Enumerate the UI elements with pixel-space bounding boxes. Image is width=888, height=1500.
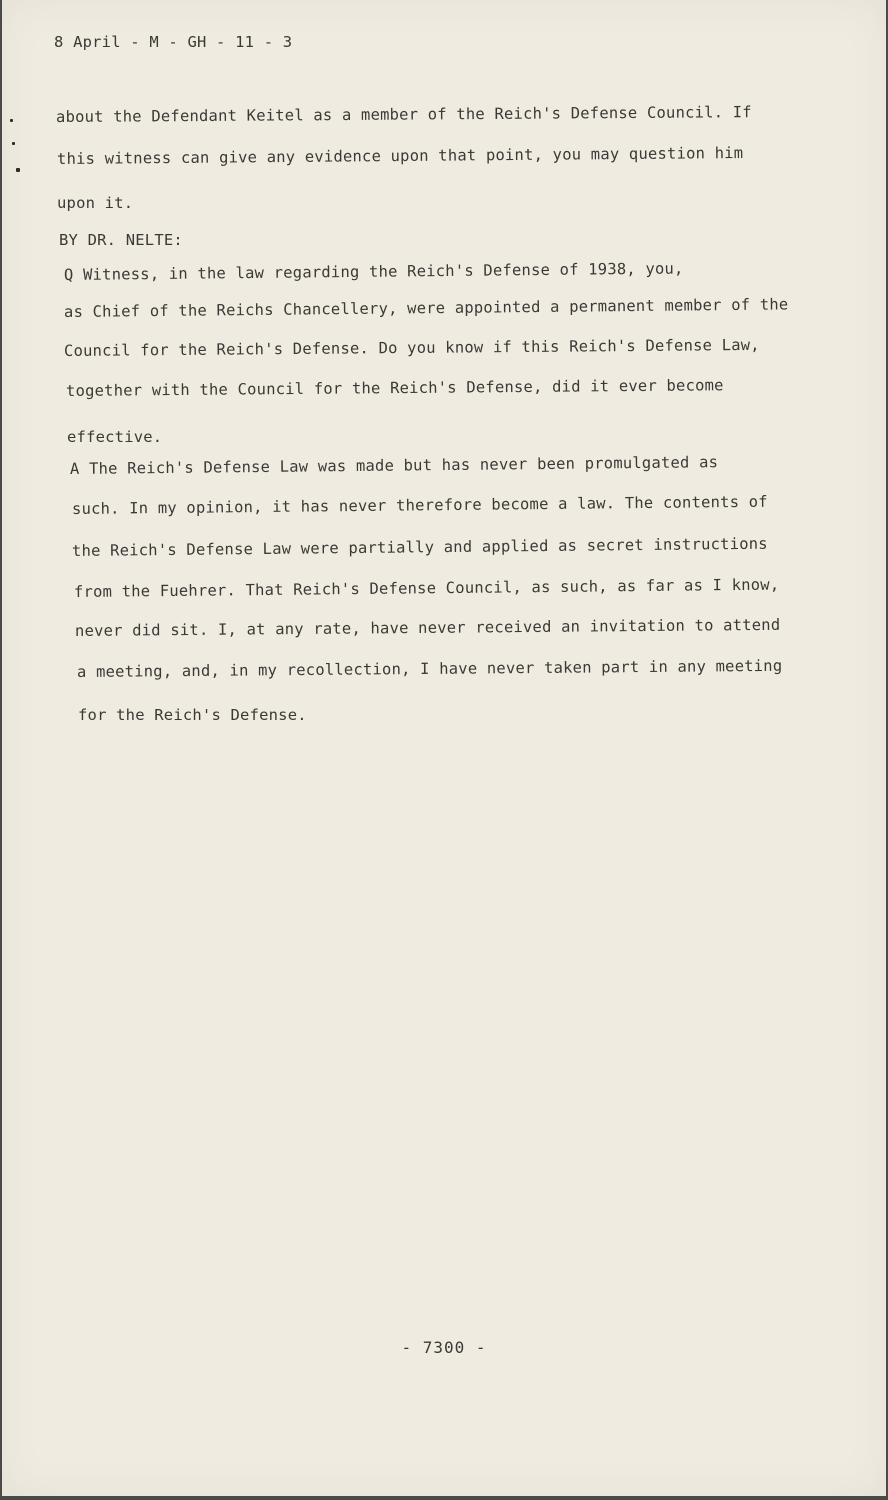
transcript-line: for the Reich's Defense. <box>78 706 307 724</box>
margin-mark <box>12 142 15 145</box>
transcript-line: a meeting, and, in my recollection, I have never taken part in any meeting <box>76 656 783 681</box>
transcript-line: about the Defendant Keitel as a member of the Reich's Defense Council. If <box>55 103 752 126</box>
examiner-heading: BY DR. NELTE: <box>59 231 183 249</box>
margin-mark <box>10 119 13 122</box>
transcript-line: together with the Council for the Reich's Defense, did it ever become <box>65 376 724 400</box>
transcript-line: upon it. <box>57 194 134 212</box>
page-reference-header: 8 April - M - GH - 11 - 3 <box>54 33 293 51</box>
document-page <box>2 0 886 1496</box>
answer-line: A The Reich's Defense Law was made but has never been promulgated as <box>69 453 719 478</box>
margin-mark <box>16 168 20 172</box>
transcript-line: effective. <box>67 428 163 446</box>
transcript-line: the Reich's Defense Law were partially and applied as secret instructions <box>71 534 768 560</box>
transcript-line: from the Fuehrer. That Reich's Defense Council, as such, as far as I know, <box>73 575 780 601</box>
transcript-line: Council for the Reich's Defense. Do you know if this Reich's Defense Law, <box>63 335 760 360</box>
transcript-line: never did sit. I, at any rate, have never received an invitation to attend <box>74 615 781 640</box>
transcript-line: as Chief of the Reichs Chancellery, were appointed a permanent member of the <box>63 295 789 321</box>
page-number: - 7300 - <box>401 1338 487 1357</box>
question-line: Q Witness, in the law regarding the Reich's Defense of 1938, you, <box>63 259 684 284</box>
transcript-line: such. In my opinion, it has never therefore become a law. The contents of <box>71 492 768 518</box>
transcript-line: this witness can give any evidence upon that point, you may question him <box>56 144 744 168</box>
